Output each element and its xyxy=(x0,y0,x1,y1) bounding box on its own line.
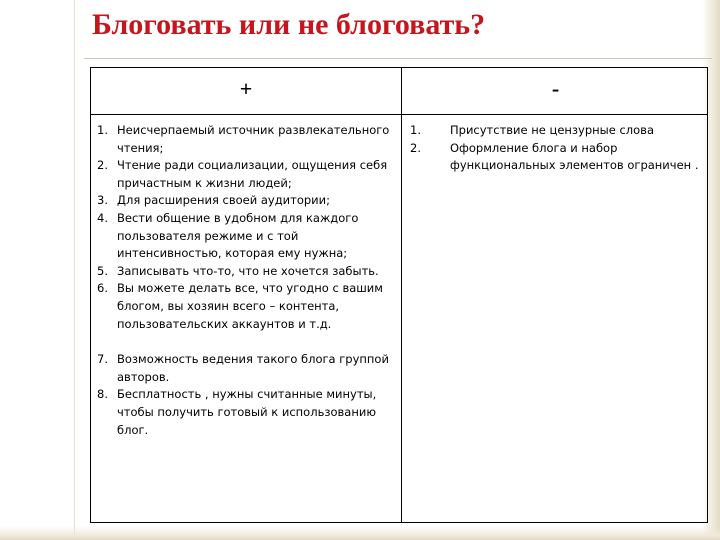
pros-item xyxy=(91,192,397,210)
cons-item xyxy=(402,140,702,175)
pros-item-text: Вести общение в удобном для каждого пользователя режиме и с той интенсивностью, которая ему нужна; xyxy=(117,210,359,261)
pros-item-number: 3. xyxy=(97,193,108,208)
pros-item-number: 8. xyxy=(97,387,108,402)
pros-item xyxy=(91,280,397,333)
pros-item-number: 6. xyxy=(97,281,108,296)
pros-item xyxy=(91,351,397,386)
pros-item-text: Неисчерпаемый источник развлекательного чтения; xyxy=(117,123,390,155)
pros-item xyxy=(91,157,397,192)
header-divider xyxy=(91,114,707,115)
cons-item-number: 1. xyxy=(410,123,421,137)
pros-item-text: Записывать что-то, что не хочется забыть. xyxy=(117,263,379,278)
pros-list xyxy=(91,122,397,439)
pros-item-text: Чтение ради социализации, ощущения себя причастным к жизни людей; xyxy=(117,158,388,190)
frame-left-line xyxy=(74,0,75,540)
pros-column-header: + xyxy=(239,76,253,101)
cons-item-number: 2. xyxy=(410,140,421,155)
pros-item-text: Для расширения своей аудитории; xyxy=(117,193,330,208)
pros-cons-table xyxy=(90,67,708,523)
pros-item-number: 4. xyxy=(97,210,108,225)
pros-item-text: Вы можете делать все, что угодно с вашим блогом, вы хозяин всего – контента, пользовательских аккаунтов и т.д. xyxy=(117,281,383,331)
pros-item xyxy=(91,122,397,157)
pros-item-number: 2. xyxy=(97,158,108,173)
pros-item-text: Возможность ведения такого блога группой авторов. xyxy=(117,352,389,384)
cons-item-text: Присутствие не цензурные слова xyxy=(450,123,655,137)
slide-title: Блоговать или не блоговать? xyxy=(92,8,486,41)
pros-item-text: Бесплатность , нужны считанные минуты, чтобы получить готовый к использованию блог. xyxy=(117,387,377,437)
pros-item xyxy=(91,210,397,263)
cons-item xyxy=(402,122,702,140)
cons-list xyxy=(402,122,702,175)
pros-item-number: 1. xyxy=(97,123,108,137)
frame-bottom-shadow xyxy=(0,526,720,540)
pros-item-number: 5. xyxy=(97,263,108,278)
pros-item-number: 7. xyxy=(97,352,108,367)
title-divider xyxy=(84,58,712,59)
cons-item-text: Оформление блога и набор функциональных элементов ограничен . xyxy=(450,140,699,173)
cons-column-header: - xyxy=(551,76,560,101)
pros-item xyxy=(91,263,397,281)
pros-item xyxy=(91,386,397,439)
